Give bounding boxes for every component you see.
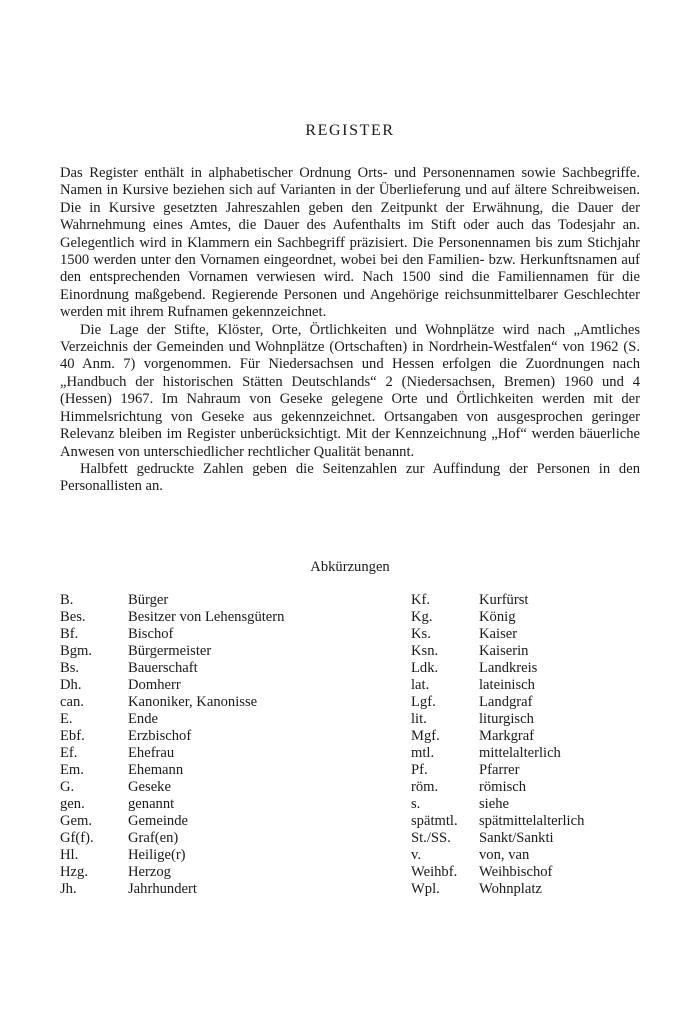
abbreviation-row — [60, 830, 360, 847]
abbreviations-list-left — [60, 592, 360, 898]
abbreviation-row — [411, 728, 646, 745]
abbreviation: Mgf. — [411, 728, 440, 744]
abbreviation-row — [411, 830, 646, 847]
abbreviation: E. — [60, 711, 73, 727]
abbreviation: Lgf. — [411, 694, 436, 710]
abbreviation: Bs. — [60, 660, 80, 676]
abbreviation-row — [411, 762, 646, 779]
abbreviation-meaning: Landgraf — [479, 694, 533, 710]
abbreviation: St./SS. — [411, 830, 451, 846]
abbreviation-meaning: Erzbischof — [128, 728, 192, 744]
abbreviation-row — [411, 626, 646, 643]
abbreviation-meaning: Bürgermeister — [128, 643, 212, 659]
abbreviation-row — [411, 779, 646, 796]
abbreviation-row — [60, 745, 360, 762]
abbreviation: Ebf. — [60, 728, 85, 744]
abbreviation-row — [60, 592, 360, 609]
abbreviation-row — [60, 643, 360, 660]
abbreviation-row — [411, 609, 646, 626]
abbreviation-row — [411, 677, 646, 694]
abbreviation-meaning: Ehefrau — [128, 745, 175, 761]
abbreviation-meaning: Bauerschaft — [128, 660, 198, 676]
intro-paragraph: Halbfett gedruckte Zahlen geben die Seitenzahlen zur Auffindung der Personen in den Personallisten an. — [60, 460, 640, 495]
abbreviation: Kf. — [411, 592, 431, 608]
abbreviation-row — [60, 609, 360, 626]
abbreviation-row — [60, 762, 360, 779]
abbreviation-meaning: genannt — [128, 796, 175, 812]
abbreviation: spätmtl. — [411, 813, 458, 829]
abbreviation: Kg. — [411, 609, 433, 625]
abbreviation-row — [411, 881, 646, 898]
abbreviation: can. — [60, 694, 84, 710]
abbreviation-meaning: Domherr — [128, 677, 181, 693]
abbreviation-meaning: lateinisch — [479, 677, 535, 693]
abbreviation-meaning: Herzog — [128, 864, 171, 880]
abbreviation-meaning: mittelalterlich — [479, 745, 561, 761]
abbreviation-meaning: König — [479, 609, 516, 625]
abbreviation: Ksn. — [411, 643, 439, 659]
abbreviation-row — [60, 864, 360, 881]
abbreviation-meaning: Sankt/Sankti — [479, 830, 554, 846]
abbreviation: Em. — [60, 762, 84, 778]
abbreviation: Bf. — [60, 626, 79, 642]
abbreviation: Bgm. — [60, 643, 93, 659]
abbreviation-meaning: Ehemann — [128, 762, 184, 778]
abbreviation-meaning: von, van — [479, 847, 530, 863]
intro-paragraph: Das Register enthält in alphabetischer Ordnung Orts- und Personennamen sowie Sachbegriffe. Namen in Kursive beziehen sich auf Varianten in der Überlieferung und auf ältere Schreibweisen. Die in Kursive gesetzten Jahreszahlen geben den Zeitpunkt der Erwähnung, die Dauer der Wahrnehmung eines Amtes, die Dauer des Aufenthalts im Stift oder auch das Todesjahr an. Gelegentlich wird in Klammern ein Sachbegriff präzisiert. Die Personennamen bis zum Stichjahr 1500 werden unter den Vornamen eingeordnet, wobei bei den Familien- bzw. Herkunftsnamen auf den entsprechenden Vornamen verwiesen wird. Nach 1500 sind die Familiennamen für die Einordnung maßgebend. Regierende Personen und Angehörige reichsunmittelbarer Geschlechter werden mit ihrem Rufnamen gekennzeichnet. — [60, 165, 640, 321]
abbreviation-row — [411, 660, 646, 677]
abbreviation: v. — [411, 847, 421, 863]
abbreviation-meaning: Besitzer von Lehensgütern — [128, 609, 285, 625]
abbreviation-row — [60, 847, 360, 864]
abbreviation-row — [411, 796, 646, 813]
abbreviation-meaning: siehe — [479, 796, 509, 812]
abbreviation-meaning: Bürger — [128, 592, 169, 608]
abbreviation: Dh. — [60, 677, 82, 693]
abbreviation-meaning: Ende — [128, 711, 158, 727]
abbreviation-meaning: Wohnplatz — [479, 881, 542, 897]
abbreviation: gen. — [60, 796, 85, 812]
abbreviation: s. — [411, 796, 421, 812]
abbreviation-row — [411, 694, 646, 711]
abbreviation-meaning: Weihbischof — [479, 864, 553, 880]
abbreviation-meaning: liturgisch — [479, 711, 534, 727]
abbreviation-row — [60, 626, 360, 643]
abbreviation-row — [411, 864, 646, 881]
abbreviation-meaning: römisch — [479, 779, 527, 795]
abbreviation-row — [411, 643, 646, 660]
abbreviation-row — [411, 592, 646, 609]
abbreviation-row — [60, 711, 360, 728]
abbreviation-row — [60, 881, 360, 898]
abbreviation-meaning: Pfarrer — [479, 762, 520, 778]
abbreviation-meaning: Markgraf — [479, 728, 535, 744]
abbreviation: Ldk. — [411, 660, 439, 676]
intro-text — [60, 165, 640, 496]
abbreviation: Ks. — [411, 626, 431, 642]
abbreviation: Hl. — [60, 847, 79, 863]
abbreviation-meaning: spätmittelalterlich — [479, 813, 585, 829]
abbreviation-meaning: Bischof — [128, 626, 174, 642]
abbreviation: röm. — [411, 779, 439, 795]
abbreviation: G. — [60, 779, 75, 795]
abbreviation: Wpl. — [411, 881, 440, 897]
abbreviation: lit. — [411, 711, 427, 727]
abbreviation: lat. — [411, 677, 430, 693]
abbreviation-row — [411, 847, 646, 864]
abbreviation-meaning: Kaiser — [479, 626, 518, 642]
abbreviation: Weihbf. — [411, 864, 458, 880]
abbreviations-list-right — [411, 592, 646, 898]
abbreviation-meaning: Gemeinde — [128, 813, 188, 829]
abbreviation: Bes. — [60, 609, 86, 625]
abbreviation-meaning: Kanoniker, Kanonisse — [128, 694, 258, 710]
abbreviation: Jh. — [60, 881, 77, 897]
abbreviation-row — [60, 660, 360, 677]
abbreviation-row — [411, 711, 646, 728]
page-title: REGISTER — [305, 122, 395, 139]
abbreviation: Pf. — [411, 762, 428, 778]
abbreviation-row — [411, 745, 646, 762]
abbreviations-heading: Abkürzungen — [310, 559, 390, 575]
abbreviation: mtl. — [411, 745, 435, 761]
abbreviation-row — [60, 779, 360, 796]
intro-paragraph: Die Lage der Stifte, Klöster, Orte, Örtlichkeiten und Wohnplätze wird nach „Amtliches Verzeichnis der Gemeinden und Wohnplätze (Ortschaften) in Nordrhein-Westfalen“ von 1962 (S. 40 Anm. 7) vorgenommen. Für Niedersachsen und Hessen erfolgen die Zuordnungen nach „Handbuch der historischen Stätten Deutschlands“ 2 (Niedersachsen, Bremen) 1960 und 4 (Hessen) 1967. Im Nahraum von Geseke gelegene Orte und Örtlichkeiten werden mit der Himmelsrichtung von Geseke aus gekennzeichnet. Ortsangaben von ausgesprochen geringer Relevanz bleiben im Register unberücksichtigt. Mit der Kennzeichnung „Hof“ werden bäuerliche Anwesen von unterschiedlicher rechtlicher Qualität benannt. — [60, 321, 640, 460]
abbreviation-row — [60, 694, 360, 711]
abbreviation-row — [60, 813, 360, 830]
abbreviation-meaning: Jahrhundert — [128, 881, 197, 897]
abbreviation-meaning: Geseke — [128, 779, 171, 795]
abbreviation-row — [411, 813, 646, 830]
abbreviation: B. — [60, 592, 74, 608]
abbreviation-meaning: Landkreis — [479, 660, 538, 676]
abbreviation-meaning: Graf(en) — [128, 830, 179, 846]
abbreviation-row — [60, 728, 360, 745]
abbreviation: Hzg. — [60, 864, 88, 880]
abbreviation-meaning: Kaiserin — [479, 643, 529, 659]
abbreviation-meaning: Kurfürst — [479, 592, 529, 608]
abbreviation-row — [60, 796, 360, 813]
abbreviation: Gem. — [60, 813, 93, 829]
abbreviation: Gf(f). — [60, 830, 94, 846]
abbreviation-meaning: Heilige(r) — [128, 847, 186, 863]
abbreviation: Ef. — [60, 745, 78, 761]
abbreviation-row — [60, 677, 360, 694]
